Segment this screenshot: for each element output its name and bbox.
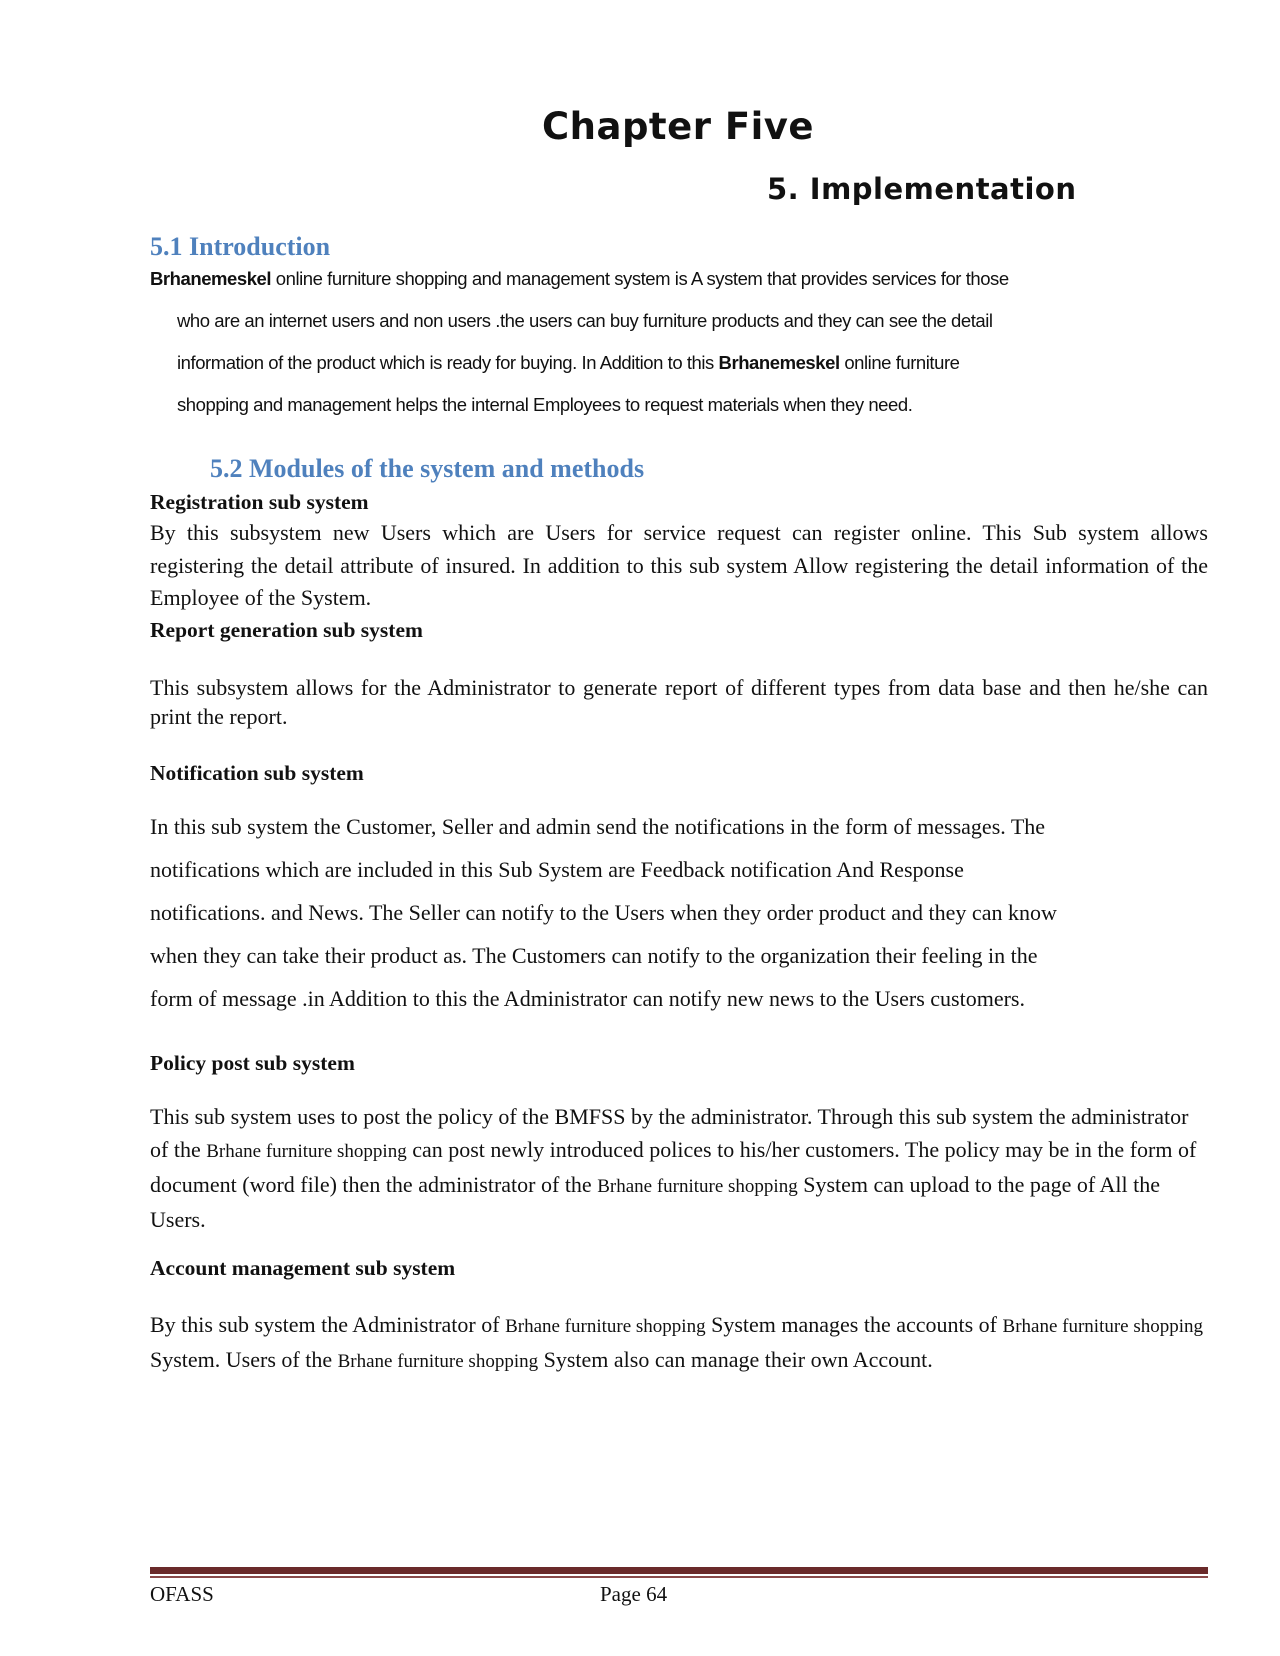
notification-line: notifications. and News. The Seller can notify to the Users when they order product and they can know — [150, 900, 1057, 925]
intro-line — [150, 342, 1220, 384]
notification-line: notifications which are included in this Sub System are Feedback notification And Response — [150, 857, 964, 882]
account-text-part: By this sub system the Administrator of — [150, 1312, 506, 1337]
notification-title: Notification sub system — [150, 761, 364, 785]
brand-name: Brhanemeskel — [718, 352, 840, 373]
policy-text — [150, 1100, 1208, 1236]
notification-line: form of message .in Addition to this the Administrator can notify new news to the Users customers. — [150, 986, 1025, 1011]
account-text-part: System. Users of the — [150, 1347, 338, 1372]
policy-text-part: System can upload to the page of All the Users. — [150, 1172, 1161, 1232]
notification-text — [150, 805, 1208, 1020]
registration-title: Registration sub system — [150, 490, 369, 514]
policy-text-part: can post newly introduced polices to his/her customers. The policy may be in the form of document (word file) then the administrator of the — [150, 1137, 1197, 1197]
section-title: 5. Implementation — [767, 172, 1077, 206]
policy-title: Policy post sub system — [150, 1051, 355, 1075]
intro-text: online furniture — [839, 352, 960, 373]
notification-line: In this sub system the Customer, Seller and admin send the notifications in the form of messages. The — [150, 814, 1046, 839]
chapter-title: Chapter Five — [541, 105, 815, 148]
intro-text: online furniture shopping and management system is A system that provides services for those — [271, 268, 1009, 289]
notification-line: when they can take their product as. The Customers can notify to the organization their feeling in the — [150, 943, 1038, 968]
intro-line: who are an internet users and non users .the users can buy furniture products and they can see the detail — [177, 310, 993, 331]
account-text — [150, 1308, 1208, 1378]
intro-line — [150, 258, 1220, 300]
footer-rule — [150, 1567, 1208, 1584]
account-title: Account management sub system — [150, 1256, 456, 1280]
modules-heading: 5.2 Modules of the system and methods — [210, 454, 645, 483]
registration-text: By this subsystem new Users which are Users for service request can register online. This Sub system allows registering the detail attribute of insured. In addition to this sub system Allow registering the detail information of the Employee of the System. — [150, 520, 1208, 610]
intro-heading: 5.1 Introduction — [150, 232, 331, 261]
system-name: Brhane furniture shopping — [206, 1141, 407, 1162]
report-text: This subsystem allows for the Administrator to generate report of different types from data base and then he/she can print the report. — [150, 675, 1208, 729]
report-title: Report generation sub system — [150, 618, 423, 642]
system-name: Brhane furniture shopping — [505, 1316, 706, 1337]
page-number: Page 64 — [600, 1582, 668, 1606]
system-name: Brhane furniture shopping — [1002, 1316, 1204, 1337]
system-name: Brhane furniture shopping — [337, 1351, 539, 1372]
policy-text-part: This sub system uses to post the policy of the BMFSS by the administrator. Through this sub system the administrator of the — [150, 1104, 1189, 1162]
brand-name: Brhanemeskel — [150, 268, 272, 289]
intro-text: information of the product which is ready for buying. In Addition to this — [177, 352, 719, 373]
footer-left-text: OFASS — [150, 1582, 214, 1606]
intro-line: shopping and management helps the internal Employees to request materials when they need. — [177, 394, 913, 415]
account-text-part: System also can manage their own Account. — [538, 1347, 933, 1372]
system-name: Brhane furniture shopping — [597, 1176, 798, 1197]
account-text-part: System manages the accounts of — [705, 1312, 1003, 1337]
intro-paragraph — [150, 258, 1220, 426]
